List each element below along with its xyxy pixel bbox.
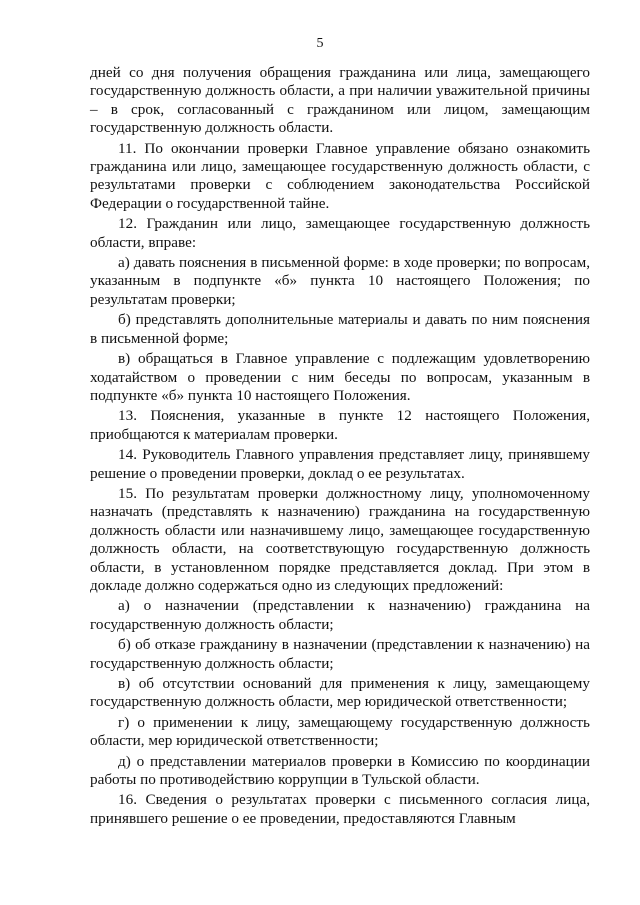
paragraph-15-v: в) об отсутствии оснований для применения к лицу, замещающему государственную должность области, мер юридической ответственности; [90,675,590,711]
paragraph-16: 16. Сведения о результатах проверки с письменного согласия лица, принявшего решение о ее проведении, предоставляются Главным [90,791,590,827]
paragraph-14: 14. Руководитель Главного управления представляет лицу, принявшему решение о проведении проверки, доклад о ее результатах. [90,446,590,482]
paragraph-12: 12. Гражданин или лицо, замещающее государственную должность области, вправе: [90,215,590,251]
page-number: 5 [316,36,324,51]
paragraph-15-g: г) о применении к лицу, замещающему государственную должность области, мер юридической ответственности; [90,713,590,750]
paragraph-13: 13. Пояснения, указанные в пункте 12 настоящего Положения, приобщаются к материалам проверки. [90,407,590,443]
paragraph-15-a: а) о назначении (представлении к назначению) гражданина на государственную должность области; [90,597,590,633]
paragraph-15-d: д) о представлении материалов проверки в Комиссию по координации работы по противодействию коррупции в Тульской области. [90,752,590,789]
paragraph-12-v: в) обращаться в Главное управление с подлежащим удовлетворению ходатайством о проведении с ним беседы по вопросам, указанным в подпункте «б» пункта 10 настоящего Положения. [90,350,590,404]
document-body [90,64,590,830]
paragraph-continuation: дней со дня получения обращения гражданина или лица, замещающего государственную должность области, а при наличии уважительной причины – в срок, согласованный с гражданином или лицом, замещающим государственную должность области. [90,64,590,137]
paragraph-11: 11. По окончании проверки Главное управление обязано ознакомить гражданина или лицо, замещающее государственную должность области, с результатами проверки с соблюдением законодательства Российской Федерации о государственной тайне. [90,139,590,212]
paragraph-12-b: б) представлять дополнительные материалы и давать по ним пояснения в письменной форме; [90,311,590,347]
paragraph-12-a: а) давать пояснения в письменной форме: в ходе проверки; по вопросам, указанным в подпункте «б» пункта 10 настоящего Положения; по результатам проверки; [90,254,590,308]
paragraph-15: 15. По результатам проверки должностному лицу, уполномоченному назначать (представлять к назначению) гражданина на государственную должность области или назначившему лицо, замещающее государственную должность области, на соответствующую государственную должность области, в установленном порядке представляется доклад. При этом в докладе должно содержаться одно из следующих предложений: [90,484,590,594]
paragraph-15-b: б) об отказе гражданину в назначении (представлении к назначению) на государственную должность области; [90,636,590,672]
